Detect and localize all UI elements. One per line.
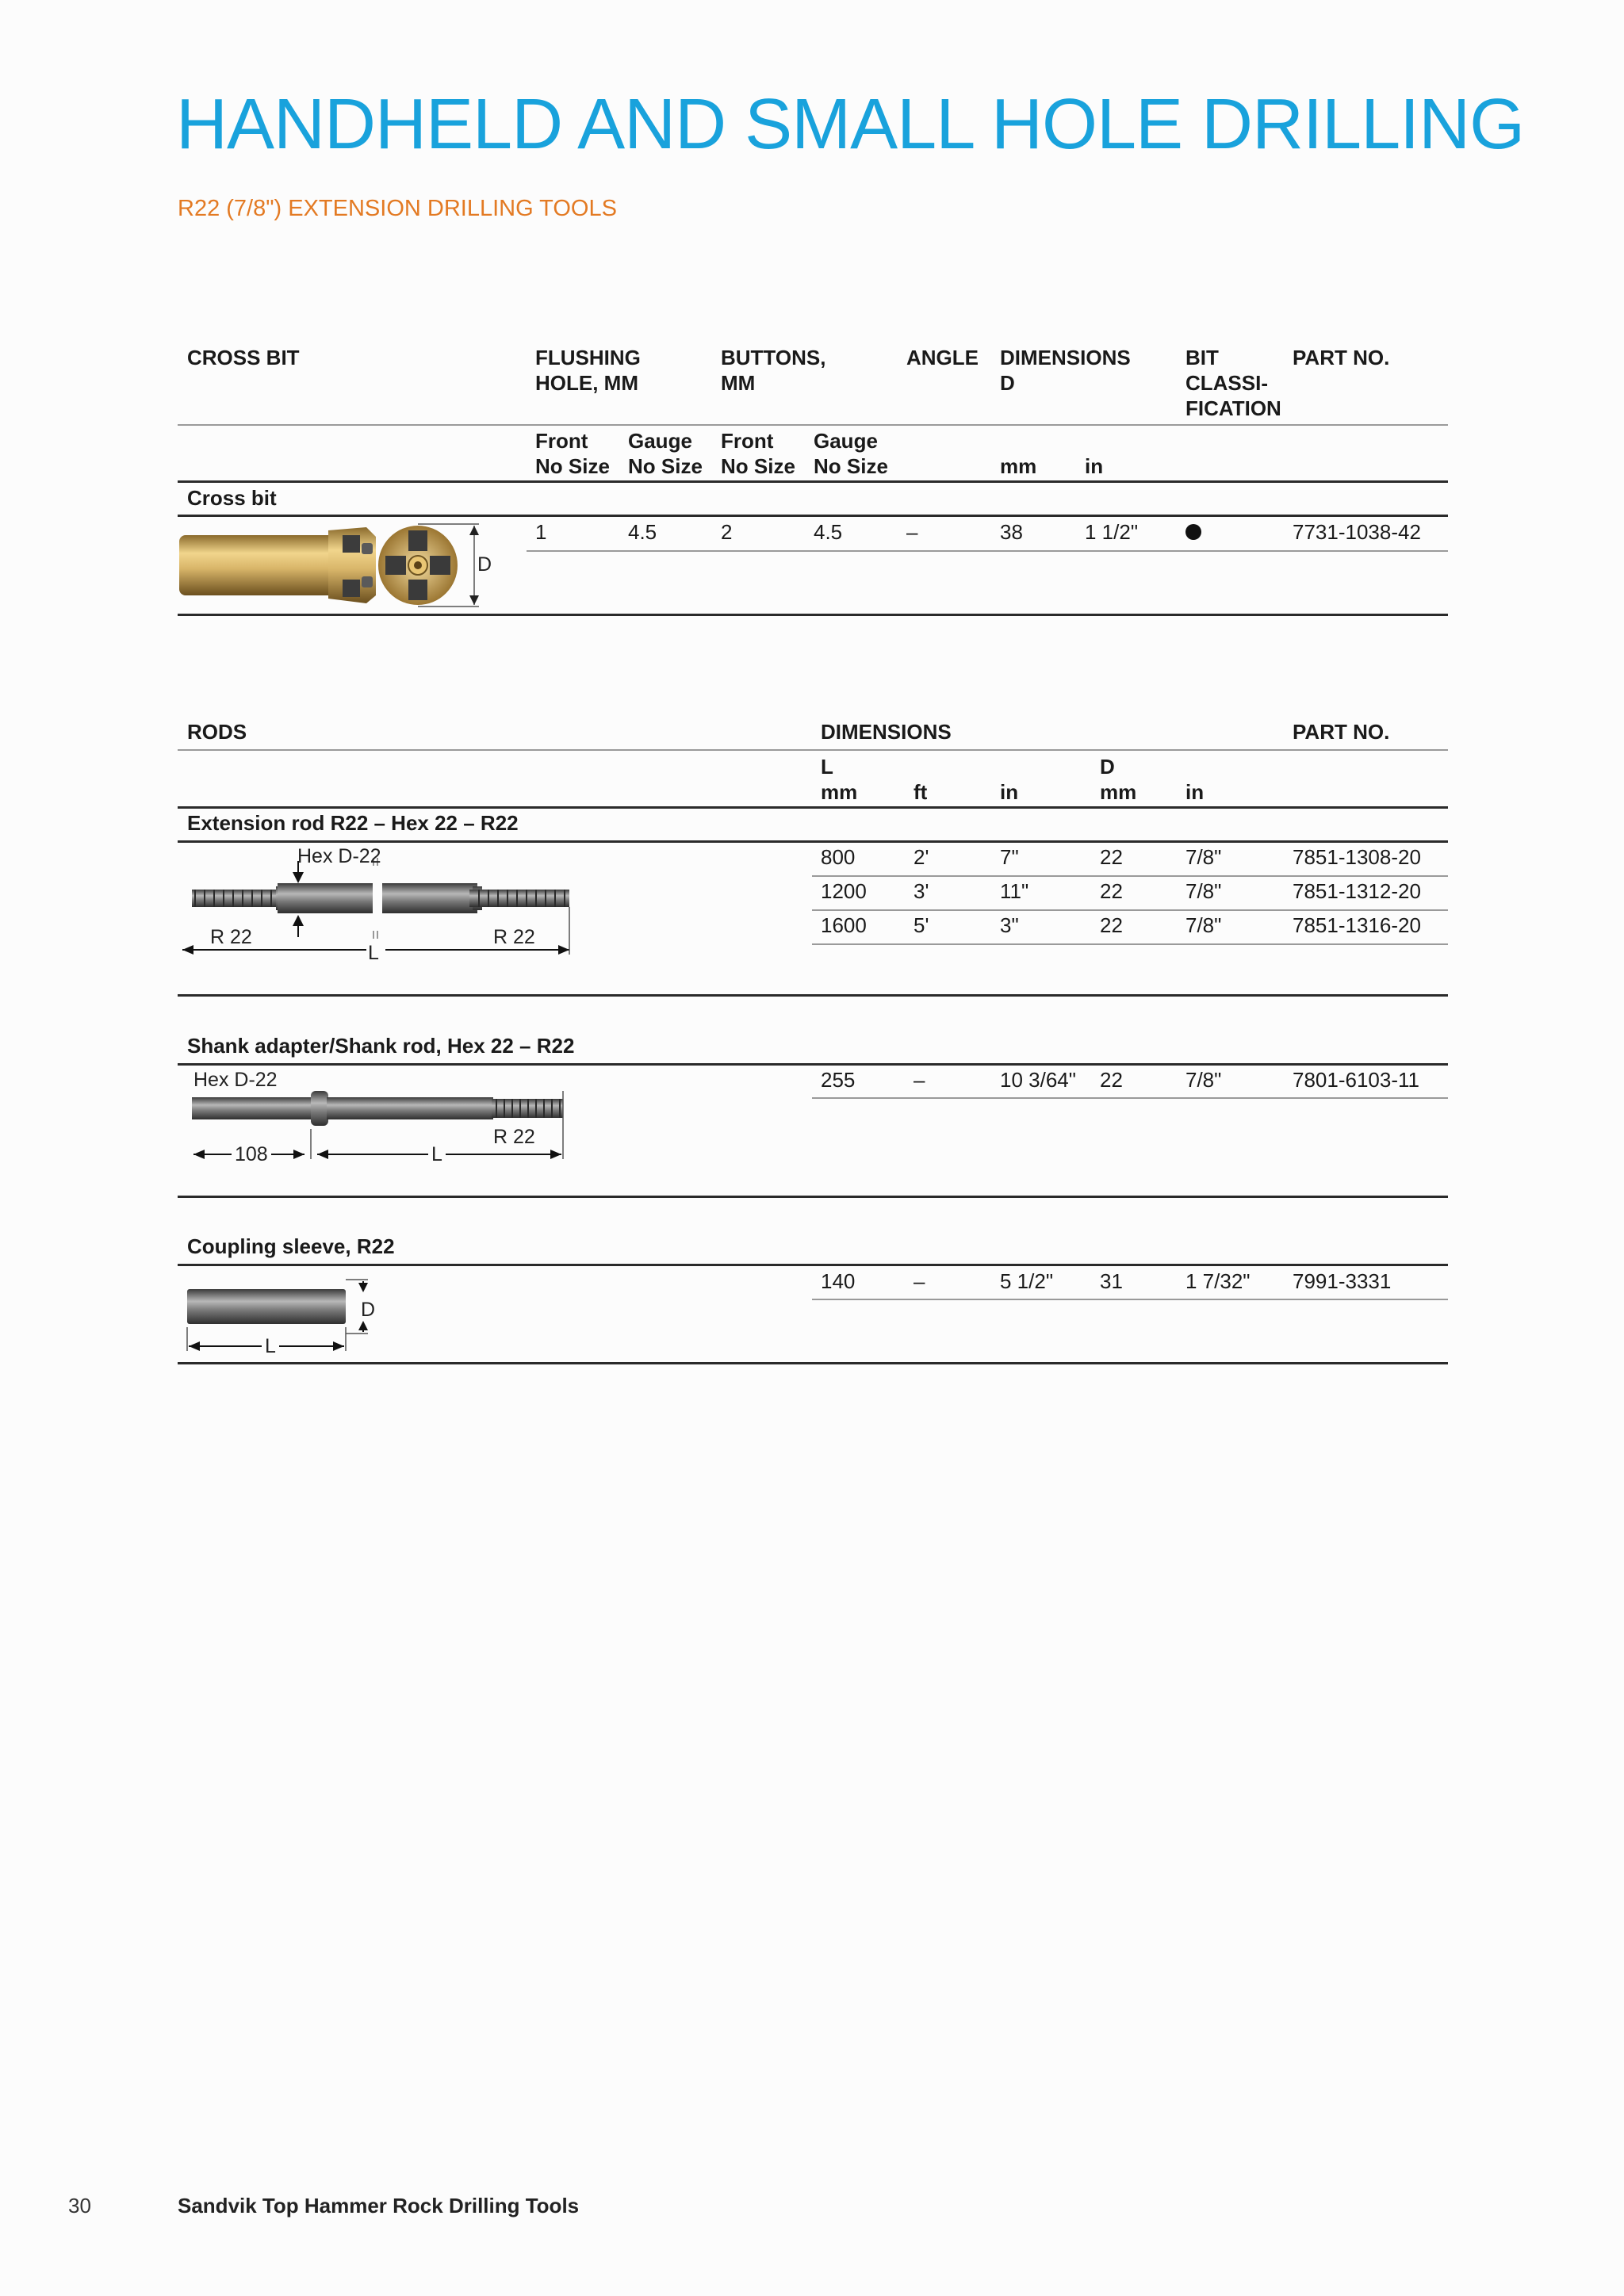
- col-header-buttons: BUTTONS,: [721, 346, 826, 369]
- cell-l-mm: 1600: [821, 913, 867, 937]
- subheader-l-mm: mm: [821, 780, 858, 804]
- col-header-angle: ANGLE: [906, 346, 979, 369]
- cell-part-no: 7801-6103-11: [1293, 1068, 1419, 1092]
- cell-d-in: 1 1/2": [1085, 520, 1139, 544]
- subheader-d-mm: mm: [1100, 780, 1137, 804]
- cell-l-in: 10 3/64": [1000, 1068, 1076, 1092]
- subheader-mm: mm: [1000, 454, 1037, 478]
- cell-flush-gauge: 4.5: [628, 520, 657, 544]
- cell-d-in: 1 7/32": [1185, 1269, 1251, 1293]
- divider: [178, 515, 1448, 517]
- section-label-shank-adapter: Shank adapter/Shank rod, Hex 22 – R22: [187, 1034, 575, 1058]
- cell-d-in: 7/8": [1185, 1068, 1222, 1092]
- page-title: HANDHELD AND SMALL HOLE DRILLING: [176, 85, 1525, 164]
- divider: [812, 875, 1448, 877]
- figure-label-r22-left: R 22: [210, 926, 252, 948]
- figure-label-l: L: [428, 1143, 446, 1165]
- cell-l-mm: 255: [821, 1068, 856, 1092]
- divider: [178, 1063, 1448, 1066]
- cross-bit-image: [178, 519, 495, 611]
- figure-label-r22: R 22: [493, 1126, 535, 1148]
- cell-l-in: 5 1/2": [1000, 1269, 1054, 1293]
- cell-angle: –: [906, 520, 918, 544]
- divider: [178, 994, 1448, 997]
- coupling-sleeve-image: [178, 1269, 384, 1356]
- cell-btn-front: 2: [721, 520, 733, 544]
- col-header-dimensions: DIMENSIONS: [1000, 346, 1131, 369]
- col-header-crossbit: CROSS BIT: [187, 346, 300, 369]
- subheader-btn-gauge: Gauge: [814, 429, 878, 453]
- figure-label-hex: Hex D-22: [297, 845, 381, 867]
- cell-l-in: 7": [1000, 845, 1019, 869]
- subheader-btn-gauge-2: No Size: [814, 454, 888, 478]
- col-header-buttons-2: MM: [721, 371, 756, 395]
- page-number: 30: [68, 2194, 91, 2218]
- subheader-l-in: in: [1000, 780, 1019, 804]
- subheader-gauge: Gauge: [628, 429, 692, 453]
- cell-d-mm: 22: [1100, 879, 1123, 903]
- filled-circle-icon: [1185, 524, 1201, 540]
- subheader-gauge-2: No Size: [628, 454, 703, 478]
- cell-l-in: 11": [1000, 879, 1029, 903]
- divider: [812, 1299, 1448, 1300]
- figure-label-108: 108: [232, 1143, 271, 1165]
- figure-label-d: D: [361, 1299, 376, 1321]
- cell-d-mm: 22: [1100, 845, 1123, 869]
- cell-flush-front: 1: [535, 520, 547, 544]
- col-header-flushing-2: HOLE, MM: [535, 371, 638, 395]
- divider: [178, 424, 1448, 426]
- subheader-in: in: [1085, 454, 1104, 478]
- subheader-d: D: [1100, 755, 1115, 779]
- cell-btn-gauge: 4.5: [814, 520, 843, 544]
- col-header-partno: PART NO.: [1293, 720, 1390, 744]
- cell-d-in: 7/8": [1185, 913, 1222, 937]
- cell-l-in: 3": [1000, 913, 1019, 937]
- subheader-l: L: [821, 755, 833, 779]
- divider: [812, 1097, 1448, 1099]
- cell-part-no: 7851-1312-20: [1293, 879, 1421, 903]
- cell-d-mm: 38: [1000, 520, 1023, 544]
- cell-d-mm: 22: [1100, 1068, 1123, 1092]
- col-header-dimensions-2: D: [1000, 371, 1015, 395]
- divider: [178, 749, 1448, 751]
- subheader-l-ft: ft: [914, 780, 928, 804]
- divider: [178, 806, 1448, 809]
- figure-label-l: L: [368, 942, 379, 964]
- subheader-front: Front: [535, 429, 588, 453]
- col-header-dimensions: DIMENSIONS: [821, 720, 952, 744]
- section-label-crossbit: Cross bit: [187, 486, 277, 510]
- divider: [812, 909, 1448, 911]
- col-header-partno: PART NO.: [1293, 346, 1390, 369]
- cell-part-no: 7851-1316-20: [1293, 913, 1421, 937]
- col-header-bit-2: CLASSI-: [1185, 371, 1268, 395]
- col-header-bit-3: FICATION: [1185, 396, 1281, 420]
- divider: [178, 614, 1448, 616]
- divider: [527, 550, 1448, 552]
- divider: [178, 1264, 1448, 1266]
- divider: [812, 943, 1448, 945]
- cell-l-mm: 800: [821, 845, 856, 869]
- cell-d-in: 7/8": [1185, 879, 1222, 903]
- divider: [178, 840, 1448, 843]
- divider: [178, 480, 1448, 483]
- cell-part-no: 7731-1038-42: [1293, 520, 1421, 544]
- subheader-btn-front-2: No Size: [721, 454, 795, 478]
- cell-l-mm: 1200: [821, 879, 867, 903]
- figure-label-l: L: [262, 1335, 279, 1357]
- cell-d-mm: 31: [1100, 1269, 1123, 1293]
- divider: [178, 1362, 1448, 1364]
- cell-l-ft: –: [914, 1269, 925, 1293]
- cell-l-ft: 3': [914, 879, 929, 903]
- cell-d-in: 7/8": [1185, 845, 1222, 869]
- section-label-extension-rod: Extension rod R22 – Hex 22 – R22: [187, 811, 519, 835]
- cell-part-no: 7851-1308-20: [1293, 845, 1421, 869]
- cell-part-no: 7991-3331: [1293, 1269, 1392, 1293]
- col-header-rods: RODS: [187, 720, 247, 744]
- page-subtitle: R22 (7/8") EXTENSION DRILLING TOOLS: [178, 196, 617, 221]
- cell-d-mm: 22: [1100, 913, 1123, 937]
- subheader-front-2: No Size: [535, 454, 610, 478]
- cell-l-ft: –: [914, 1068, 925, 1092]
- subheader-d-in: in: [1185, 780, 1205, 804]
- footer-title: Sandvik Top Hammer Rock Drilling Tools: [178, 2194, 580, 2218]
- cell-l-mm: 140: [821, 1269, 856, 1293]
- figure-label-r22-right: R 22: [493, 926, 535, 948]
- col-header-flushing: FLUSHING: [535, 346, 641, 369]
- cell-l-ft: 2': [914, 845, 929, 869]
- cell-l-ft: 5': [914, 913, 929, 937]
- figure-label-hex: Hex D-22: [193, 1069, 278, 1091]
- section-label-coupling-sleeve: Coupling sleeve, R22: [187, 1234, 395, 1258]
- subheader-btn-front: Front: [721, 429, 774, 453]
- divider: [178, 1196, 1448, 1198]
- figure-label-d: D: [477, 553, 492, 576]
- col-header-bit: BIT: [1185, 346, 1219, 369]
